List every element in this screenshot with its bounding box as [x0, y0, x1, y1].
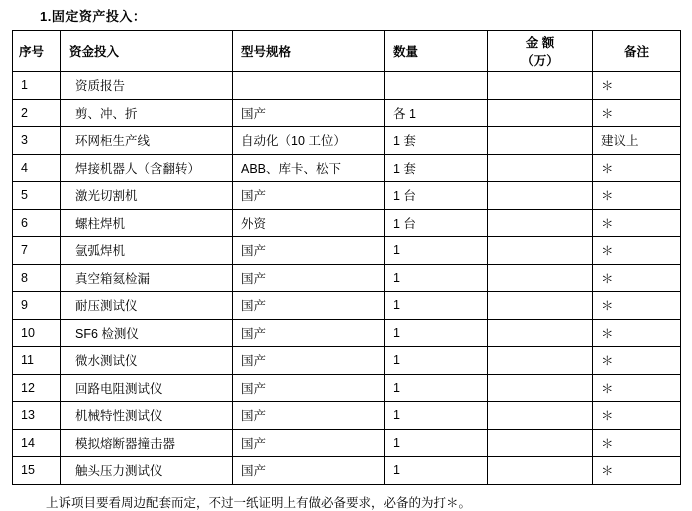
cell-index: 6	[13, 209, 61, 237]
cell-qty: 1	[385, 402, 488, 430]
table-row	[13, 374, 681, 402]
cell-item: 螺柱焊机	[61, 209, 233, 237]
cell-index: 8	[13, 264, 61, 292]
cell-amount	[488, 402, 593, 430]
cell-note: ＊	[593, 182, 681, 210]
cell-note: ＊	[593, 402, 681, 430]
cell-qty: 1	[385, 347, 488, 375]
cell-amount	[488, 72, 593, 100]
cell-spec: 国产	[233, 347, 385, 375]
cell-item: 真空箱氦检漏	[61, 264, 233, 292]
table-row	[13, 429, 681, 457]
cell-qty: 1	[385, 374, 488, 402]
cell-index: 14	[13, 429, 61, 457]
cell-index: 12	[13, 374, 61, 402]
cell-spec: 国产	[233, 402, 385, 430]
column-header-item: 资金投入	[61, 31, 233, 72]
cell-amount	[488, 209, 593, 237]
cell-item: 环网柜生产线	[61, 127, 233, 155]
cell-qty: 1 台	[385, 182, 488, 210]
cell-spec: 国产	[233, 292, 385, 320]
cell-item: 剪、冲、折	[61, 99, 233, 127]
cell-index: 10	[13, 319, 61, 347]
cell-item: 氩弧焊机	[61, 237, 233, 265]
cell-spec: 国产	[233, 237, 385, 265]
cell-index: 1	[13, 72, 61, 100]
table-row	[13, 292, 681, 320]
cell-spec: 国产	[233, 182, 385, 210]
cell-note: ＊	[593, 319, 681, 347]
table-row	[13, 347, 681, 375]
cell-amount	[488, 374, 593, 402]
cell-qty: 1	[385, 237, 488, 265]
cell-item: 资质报告	[61, 72, 233, 100]
table-header-row	[13, 31, 681, 72]
table-row	[13, 99, 681, 127]
table-row	[13, 154, 681, 182]
table-footnote: 上诉项目要看周边配套而定，不过一纸证明上有做必备要求，必备的为打＊。	[46, 495, 472, 510]
page-title: 1.固定资产投入：	[40, 9, 147, 24]
cell-note: ＊	[593, 99, 681, 127]
cell-spec: 国产	[233, 319, 385, 347]
cell-amount	[488, 182, 593, 210]
cell-note: ＊	[593, 237, 681, 265]
cell-spec: 国产	[233, 99, 385, 127]
column-header-spec: 型号规格	[233, 31, 385, 72]
column-header-amount-line2: （万）	[521, 54, 559, 68]
cell-index: 11	[13, 347, 61, 375]
cell-amount	[488, 347, 593, 375]
cell-item: 耐压测试仪	[61, 292, 233, 320]
table-row	[13, 72, 681, 100]
cell-spec: ABB、库卡、松下	[233, 154, 385, 182]
table-row	[13, 237, 681, 265]
cell-amount	[488, 292, 593, 320]
cell-spec: 国产	[233, 429, 385, 457]
cell-item: 回路电阻测试仪	[61, 374, 233, 402]
cell-amount	[488, 154, 593, 182]
cell-note: ＊	[593, 154, 681, 182]
table-row	[13, 319, 681, 347]
column-header-note: 备注	[593, 31, 681, 72]
cell-amount	[488, 457, 593, 485]
cell-item: 机械特性测试仪	[61, 402, 233, 430]
table-row	[13, 457, 681, 485]
cell-spec: 国产	[233, 374, 385, 402]
cell-amount	[488, 319, 593, 347]
cell-item: 焊接机器人（含翻转）	[61, 154, 233, 182]
fixed-asset-table	[12, 30, 681, 485]
cell-note: ＊	[593, 264, 681, 292]
cell-qty: 1	[385, 292, 488, 320]
column-header-index: 序号	[13, 31, 61, 72]
cell-index: 7	[13, 237, 61, 265]
cell-item: 触头压力测试仪	[61, 457, 233, 485]
cell-note: ＊	[593, 292, 681, 320]
cell-item: 模拟熔断器撞击器	[61, 429, 233, 457]
cell-spec	[233, 72, 385, 100]
cell-qty: 1	[385, 264, 488, 292]
cell-qty: 1 套	[385, 154, 488, 182]
cell-qty: 1	[385, 457, 488, 485]
table-row	[13, 402, 681, 430]
cell-note: ＊	[593, 347, 681, 375]
cell-qty: 1 套	[385, 127, 488, 155]
cell-amount	[488, 264, 593, 292]
cell-note: ＊	[593, 429, 681, 457]
cell-note: ＊	[593, 72, 681, 100]
cell-spec: 国产	[233, 457, 385, 485]
table-row	[13, 264, 681, 292]
cell-note: ＊	[593, 457, 681, 485]
cell-amount	[488, 127, 593, 155]
table-row	[13, 127, 681, 155]
cell-index: 5	[13, 182, 61, 210]
table-body	[13, 31, 681, 485]
cell-qty: 各 1	[385, 99, 488, 127]
cell-spec: 外资	[233, 209, 385, 237]
cell-amount	[488, 99, 593, 127]
cell-index: 15	[13, 457, 61, 485]
cell-qty: 1	[385, 319, 488, 347]
cell-item: SF6 检测仪	[61, 319, 233, 347]
cell-note: ＊	[593, 209, 681, 237]
cell-item: 微水测试仪	[61, 347, 233, 375]
cell-index: 13	[13, 402, 61, 430]
cell-note: ＊	[593, 374, 681, 402]
column-header-qty: 数量	[385, 31, 488, 72]
cell-spec: 自动化（10 工位）	[233, 127, 385, 155]
table-row	[13, 209, 681, 237]
cell-qty: 1 台	[385, 209, 488, 237]
cell-index: 9	[13, 292, 61, 320]
cell-item: 激光切割机	[61, 182, 233, 210]
column-header-amount	[488, 31, 593, 72]
table-row	[13, 182, 681, 210]
cell-qty: 1	[385, 429, 488, 457]
cell-index: 3	[13, 127, 61, 155]
cell-spec: 国产	[233, 264, 385, 292]
cell-index: 4	[13, 154, 61, 182]
cell-note: 建议上	[593, 127, 681, 155]
cell-qty	[385, 72, 488, 100]
column-header-amount-line1: 金 额	[525, 36, 555, 50]
cell-amount	[488, 429, 593, 457]
cell-index: 2	[13, 99, 61, 127]
cell-amount	[488, 237, 593, 265]
